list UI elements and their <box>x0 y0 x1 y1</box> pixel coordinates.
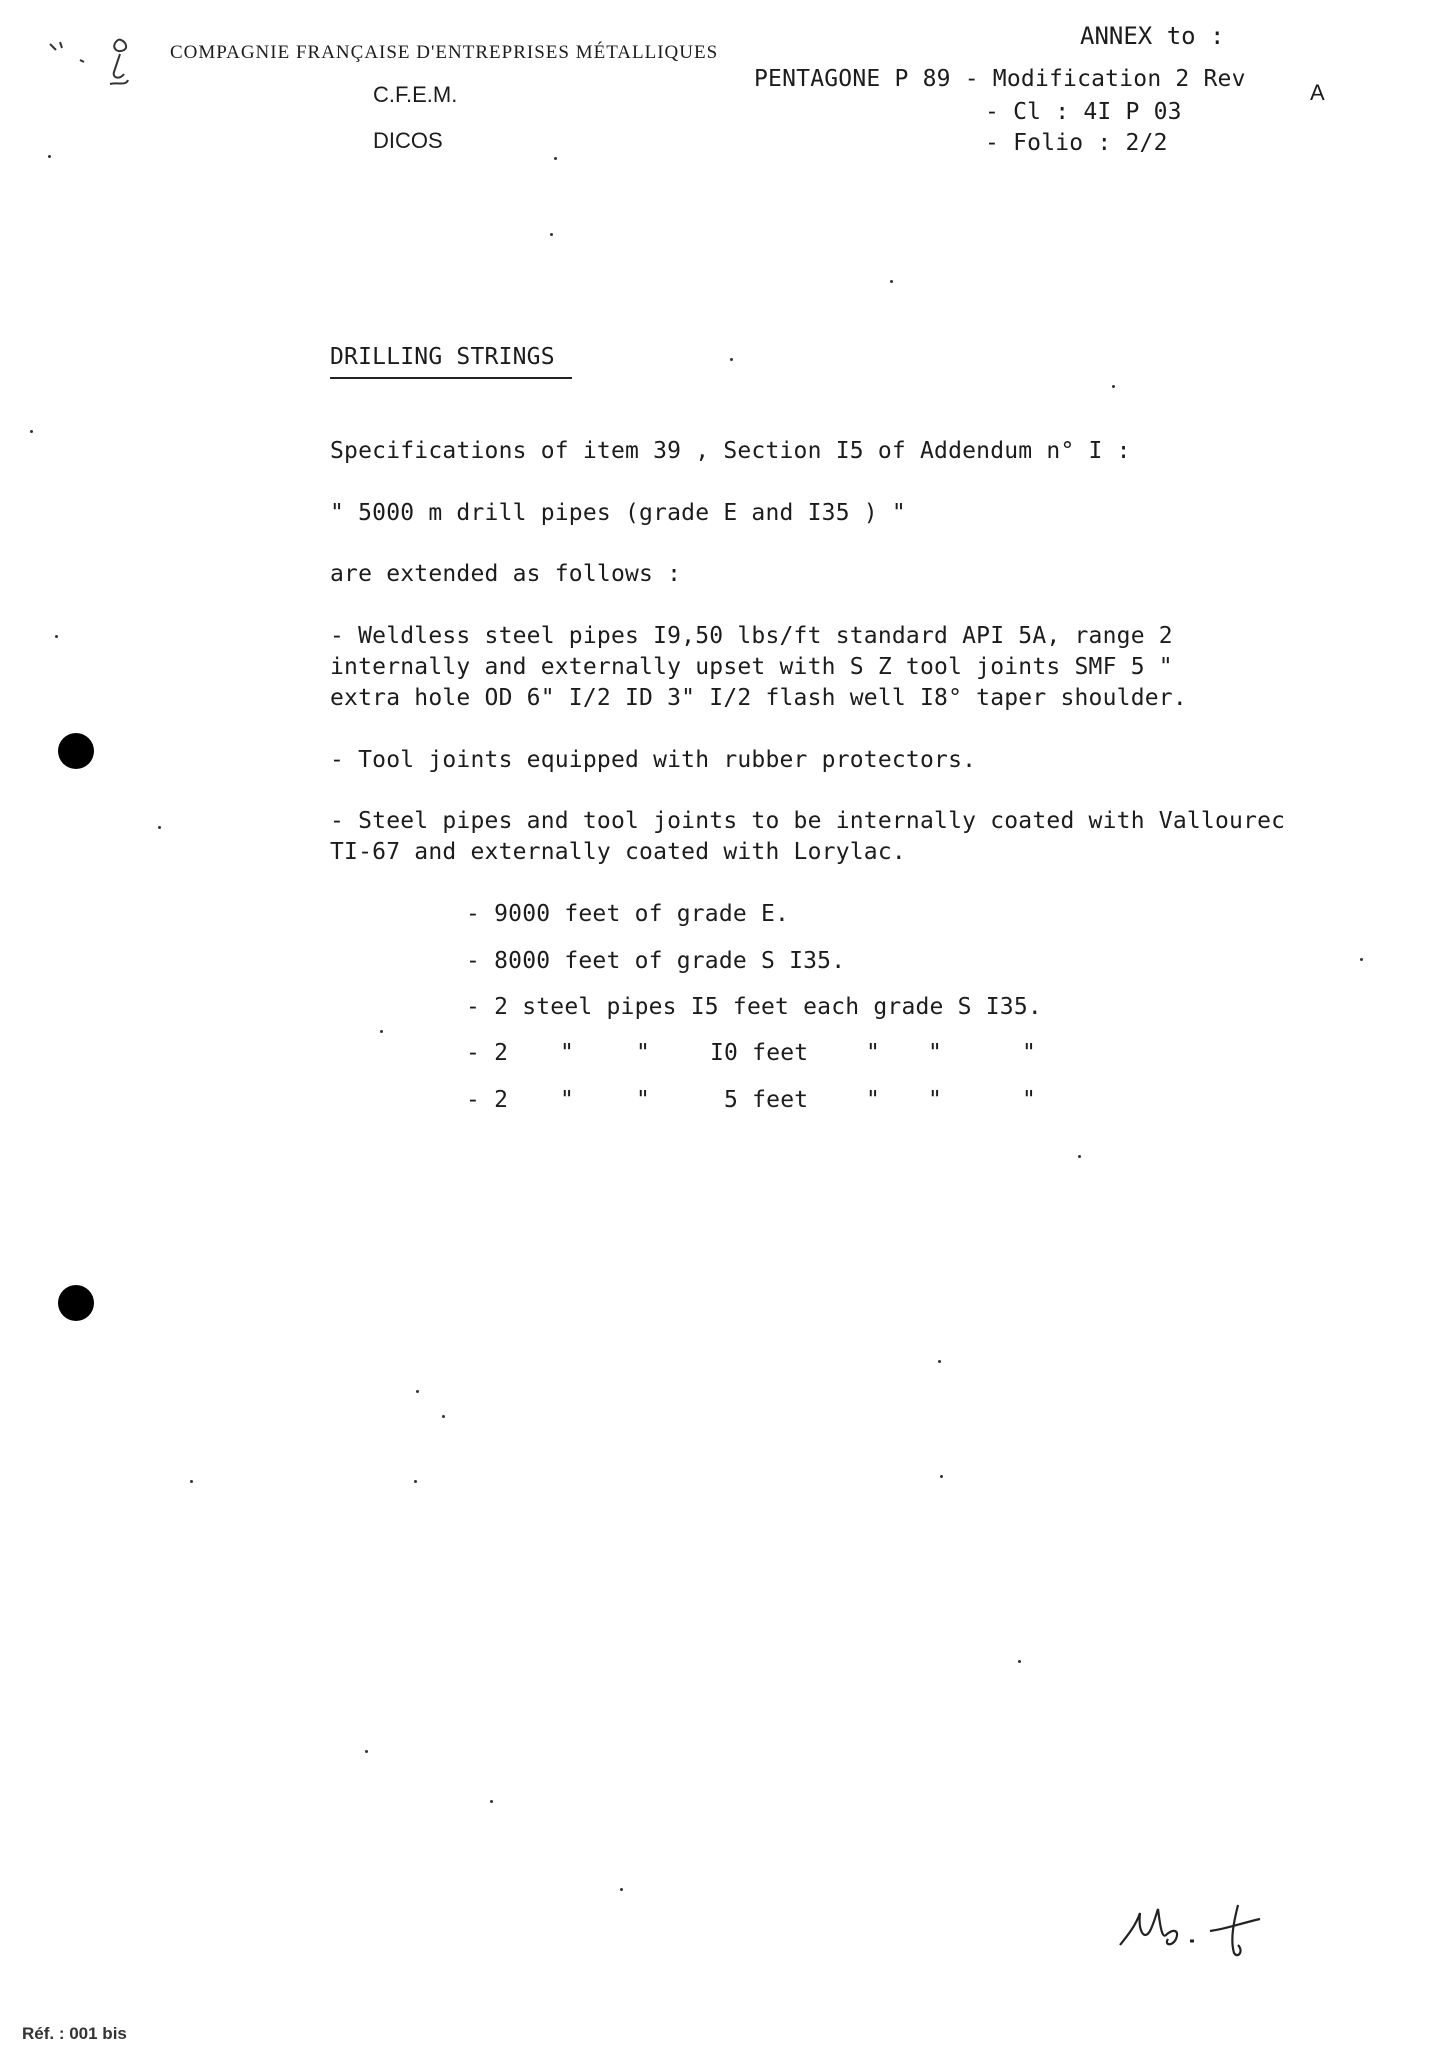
scan-speck <box>416 1390 419 1393</box>
scan-speck <box>730 358 733 361</box>
coating-line-1: - Steel pipes and tool joints to be internally coated with Vallourec <box>330 808 1286 834</box>
signature-mark <box>1110 1895 1280 1965</box>
ditto-mark: " <box>866 1040 881 1066</box>
ditto-mark: " <box>636 1040 651 1066</box>
ditto-mark: " <box>560 1040 575 1066</box>
scan-speck <box>1112 385 1115 388</box>
scan-speck <box>490 1800 493 1803</box>
list-cell: I0 feet <box>710 1040 809 1066</box>
scan-speck <box>1078 1155 1081 1158</box>
list-item: - 9000 feet of grade E. <box>466 901 790 927</box>
protectors-line: - Tool joints equipped with rubber protectors. <box>330 747 977 773</box>
list-item: - 2 steel pipes I5 feet each grade S I35. <box>466 994 1042 1020</box>
company-logo-icon <box>40 32 140 92</box>
list-cell: - 2 <box>466 1087 509 1113</box>
scan-speck <box>380 1030 383 1033</box>
ditto-mark: " <box>560 1087 575 1113</box>
ditto-mark: " <box>928 1087 943 1113</box>
list-item <box>0 1040 1438 1070</box>
intro-line: Specifications of item 39 , Section I5 of Addendum n° I : <box>330 438 1131 464</box>
scan-speck <box>158 826 161 829</box>
spec-paragraph-line-1: - Weldless steel pipes I9,50 lbs/ft standard API 5A, range 2 <box>330 623 1173 649</box>
scan-speck <box>1018 1660 1021 1663</box>
scan-speck <box>442 1415 445 1418</box>
scan-speck <box>48 155 51 158</box>
section-title: DRILLING STRINGS <box>330 344 555 370</box>
annex-label: ANNEX to : <box>1080 22 1225 50</box>
department-name: DICOS <box>373 128 443 153</box>
ditto-mark: " <box>1022 1040 1037 1066</box>
company-abbreviation: C.F.E.M. <box>373 82 458 107</box>
scan-speck <box>554 157 557 160</box>
ditto-mark: " <box>1022 1087 1037 1113</box>
reference-line: PENTAGONE P 89 - Modification 2 Rev <box>754 66 1246 92</box>
scan-speck <box>940 1475 943 1478</box>
scan-speck <box>55 635 58 638</box>
folio-line: - Folio : 2/2 <box>985 130 1168 156</box>
scan-speck <box>620 1888 623 1891</box>
revision-letter: A <box>1310 80 1325 105</box>
scan-speck <box>1360 958 1363 961</box>
scan-speck <box>365 1750 368 1753</box>
list-cell: 5 feet <box>724 1087 809 1113</box>
ditto-mark: " <box>866 1087 881 1113</box>
scan-speck <box>190 1480 193 1483</box>
scan-speck <box>30 430 33 433</box>
spec-paragraph-line-3: extra hole OD 6" I/2 ID 3" I/2 flash well I8° taper shoulder. <box>330 685 1187 711</box>
scan-speck <box>550 233 553 236</box>
classification-line: - Cl : 4I P 03 <box>985 99 1182 125</box>
scan-speck <box>938 1360 941 1363</box>
document-reference: Réf. : 001 bis <box>22 2024 127 2043</box>
list-cell: - 2 <box>466 1040 509 1066</box>
scan-speck <box>890 280 893 283</box>
scan-speck <box>414 1480 417 1483</box>
company-name: COMPAGNIE FRANÇAISE D'ENTREPRISES MÉTALLIQUES <box>170 42 719 63</box>
item-quote: " 5000 m drill pipes (grade E and I35 ) " <box>330 500 906 526</box>
list-item <box>0 1087 1438 1117</box>
extended-line: are extended as follows : <box>330 561 682 587</box>
title-underline <box>330 377 572 379</box>
ditto-mark: " <box>636 1087 651 1113</box>
binder-hole-bottom <box>58 1285 94 1321</box>
binder-hole-top <box>58 733 94 769</box>
ditto-mark: " <box>928 1040 943 1066</box>
coating-line-2: TI-67 and externally coated with Lorylac. <box>330 839 906 865</box>
list-item: - 8000 feet of grade S I35. <box>466 948 846 974</box>
spec-paragraph-line-2: internally and externally upset with S Z tool joints SMF 5 " <box>330 654 1173 680</box>
